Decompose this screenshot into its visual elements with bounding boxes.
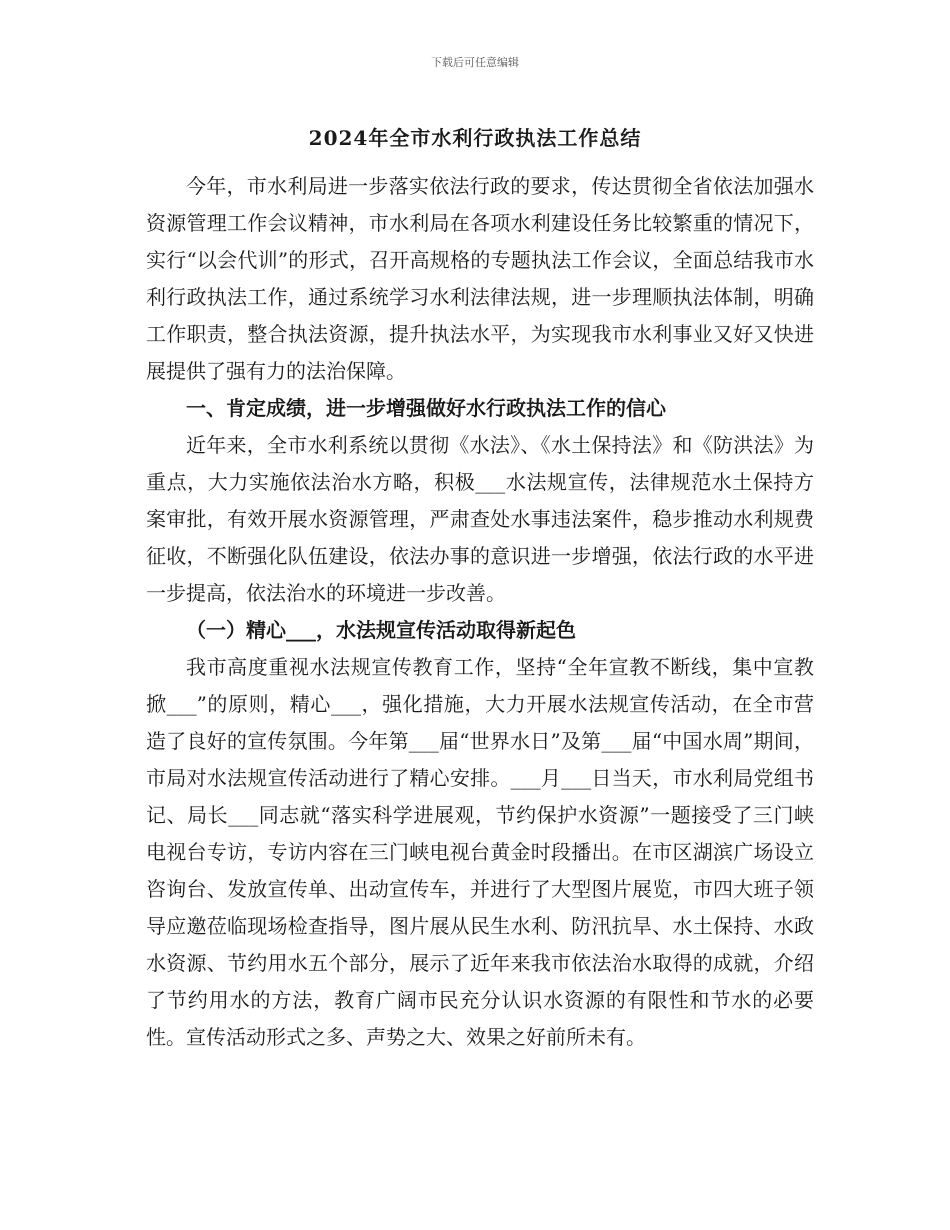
section-heading: 一、肯定成绩，进一步增强做好水行政执法工作的信心 [186,396,666,420]
intro-paragraph: 今年，市水利局进一步落实依法行政的要求，传达贯彻全省依法加强水资源管理工作会议精神，市水利局在各项水利建设任务比较繁重的情况下，实行“以会代训”的形式，召开高规格的专题执法工作会议，全面总结我市水利行政执法工作，通过系统学习水利法律法规，进一步理顺执法体制，明确工作职责，整合执法资源，提升执法水平，为实现我市水利事业又好又快进展提供了强有力的法治保障。 [146,174,814,383]
body-paragraph: 近年来，全市水利系统以贯彻《水法》、《水土保持法》和《防洪法》为重点，大力实施依法治水方略，积极___水法规宣传，法律规范水土保持方案审批，有效开展水资源管理，严肃查处水事违法案件，稳步推动水利规费征收，不断强化队伍建设，依法办事的意识进一步增强，依法行政的水平进一步提高，依法治水的环境进一步改善。 [146,433,814,605]
document-title: 2024年全市水利行政执法工作总结 [308,126,642,150]
document-body [146,168,814,1056]
page-header-note: 下载后可任意编辑 [431,56,519,69]
subsection-heading: （一）精心___，水法规宣传活动取得新起色 [186,618,576,642]
body-paragraph: 我市高度重视水法规宣传教育工作，坚持“全年宣教不断线，集中宣教掀___”的原则，精心___，强化措施，大力开展水法规宣传活动，在全市营造了良好的宣传氛围。今年第___届“世界水日”及第___届“中国水周”期间，市局对水法规宣传活动进行了精心安排。___月___日当天，市水利局党组书记、局长___同志就“落实科学进展观，节约保护水资源”一题接受了三门峡电视台专访，专访内容在三门峡电视台黄金时段播出。在市区湖滨广场设立咨询台、发放宣传单、出动宣传车，并进行了大型图片展览，市四大班子领导应邀莅临现场检查指导，图片展从民生水利、防汛抗旱、水土保持、水政水资源、节约用水五个部分，展示了近年来我市依法治水取得的成就，介绍了节约用水的方法，教育广阔市民充分认识水资源的有限性和节水的必要性。宣传活动形式之多、声势之大、效果之好前所未有。 [146,655,814,1049]
